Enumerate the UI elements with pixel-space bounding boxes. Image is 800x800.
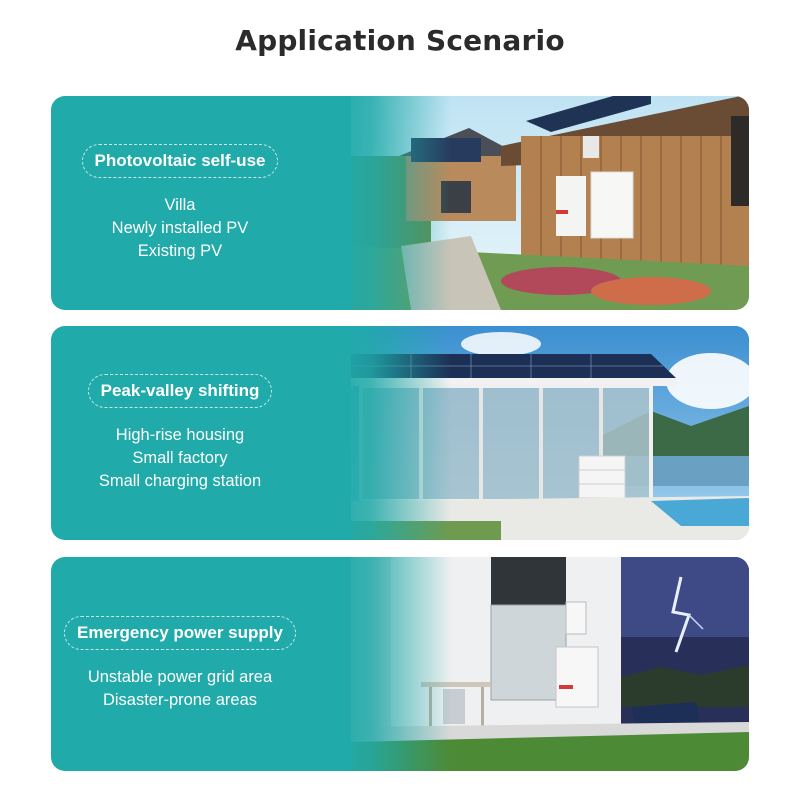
scenario-text-panel: [51, 326, 309, 540]
scenario-card-photovoltaic: [51, 96, 749, 310]
scenario-text-panel: [51, 96, 309, 310]
scenario-title-badge: Peak-valley shifting: [88, 374, 273, 408]
scenario-description: [88, 666, 272, 712]
card-fade: [291, 326, 451, 540]
scenario-line: Villa: [164, 195, 196, 214]
scenario-title-badge: Emergency power supply: [64, 616, 296, 650]
scenario-line: High-rise housing: [115, 425, 245, 444]
scenario-line: Unstable power grid area: [87, 668, 273, 686]
scenario-line: Small charging station: [98, 471, 262, 490]
scenario-card-emergency: [51, 557, 749, 771]
page-title: Application Scenario: [235, 24, 565, 57]
scenario-description: [99, 424, 261, 493]
card-fade: [291, 557, 451, 771]
scenario-line: Small factory: [132, 448, 228, 467]
scenario-line: Existing PV: [137, 241, 223, 260]
scenario-description: [112, 194, 249, 263]
scenario-line: Disaster-prone areas: [102, 691, 258, 709]
scenario-text-panel: [51, 557, 309, 771]
scenario-title-badge: Photovoltaic self-use: [82, 144, 279, 178]
scenario-line: Newly installed PV: [111, 218, 249, 237]
scenario-card-peak-valley: [51, 326, 749, 540]
card-fade: [291, 96, 451, 310]
